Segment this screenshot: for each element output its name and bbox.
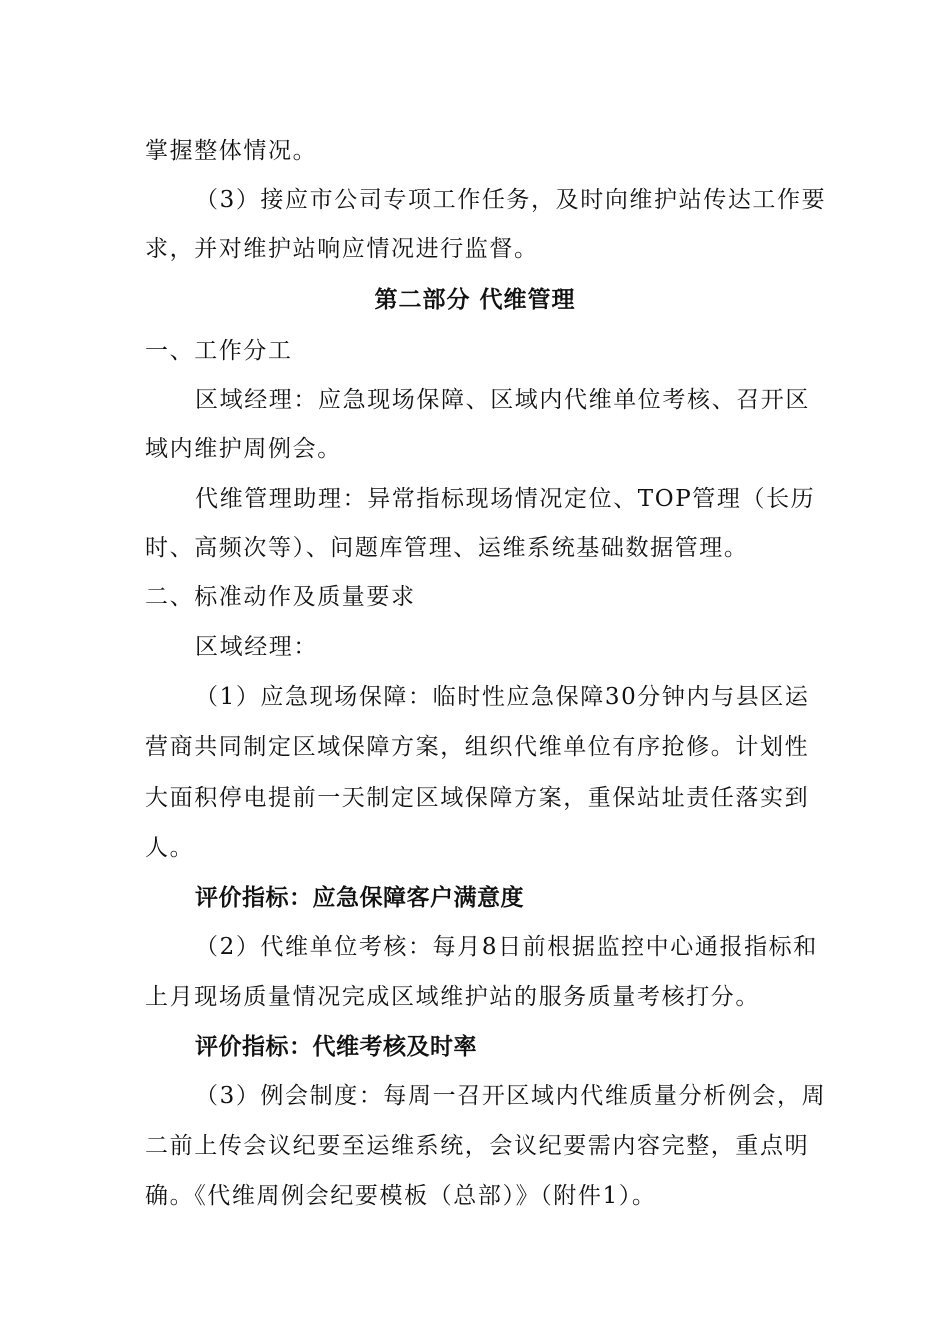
paragraph-line: 二前上传会议纪要至运维系统，会议纪要需内容完整，重点明 (145, 1133, 810, 1159)
section-heading: 二、标准动作及质量要求 (145, 584, 416, 610)
paragraph-line: （1）应急现场保障：临时性应急保障30分钟内与县区运 (195, 684, 810, 710)
paragraph-line: 掌握整体情况。 (145, 138, 318, 164)
paragraph-line: 大面积停电提前一天制定区域保障方案，重保站址责任落实到 (145, 785, 810, 811)
paragraph-line: 求，并对维护站响应情况进行监督。 (145, 236, 539, 262)
paragraph-line: （2）代维单位考核：每月8日前根据监控中心通报指标和 (195, 934, 818, 960)
paragraph-line: 上月现场质量情况完成区域维护站的服务质量考核打分。 (145, 984, 760, 1010)
paragraph-line: （3）例会制度：每周一召开区域内代维质量分析例会，周 (195, 1083, 827, 1109)
paragraph-line: 确。《代维周例会纪要模板（总部）》（附件1）。 (145, 1183, 657, 1209)
paragraph-line: 域内维护周例会。 (145, 436, 342, 462)
paragraph-line: 人。 (145, 835, 195, 861)
paragraph-line: 营商共同制定区域保障方案，组织代维单位有序抢修。计划性 (145, 734, 810, 760)
paragraph-line: 代维管理助理：异常指标现场情况定位、TOP管理（长历 (195, 486, 816, 512)
paragraph-line: 时、高频次等）、问题库管理、运维系统基础数据管理。 (145, 535, 749, 561)
paragraph-line: 区域经理： (195, 634, 318, 660)
evaluation-indicator: 评价指标：代维考核及时率 (195, 1034, 477, 1060)
section-title: 第二部分 代维管理 (374, 287, 576, 313)
evaluation-indicator: 评价指标：应急保障客户满意度 (195, 885, 524, 911)
paragraph-line: 区域经理：应急现场保障、区域内代维单位考核、召开区 (195, 387, 810, 413)
paragraph-line: （3）接应市公司专项工作任务，及时向维护站传达工作要 (195, 187, 827, 213)
section-heading: 一、工作分工 (145, 338, 293, 364)
